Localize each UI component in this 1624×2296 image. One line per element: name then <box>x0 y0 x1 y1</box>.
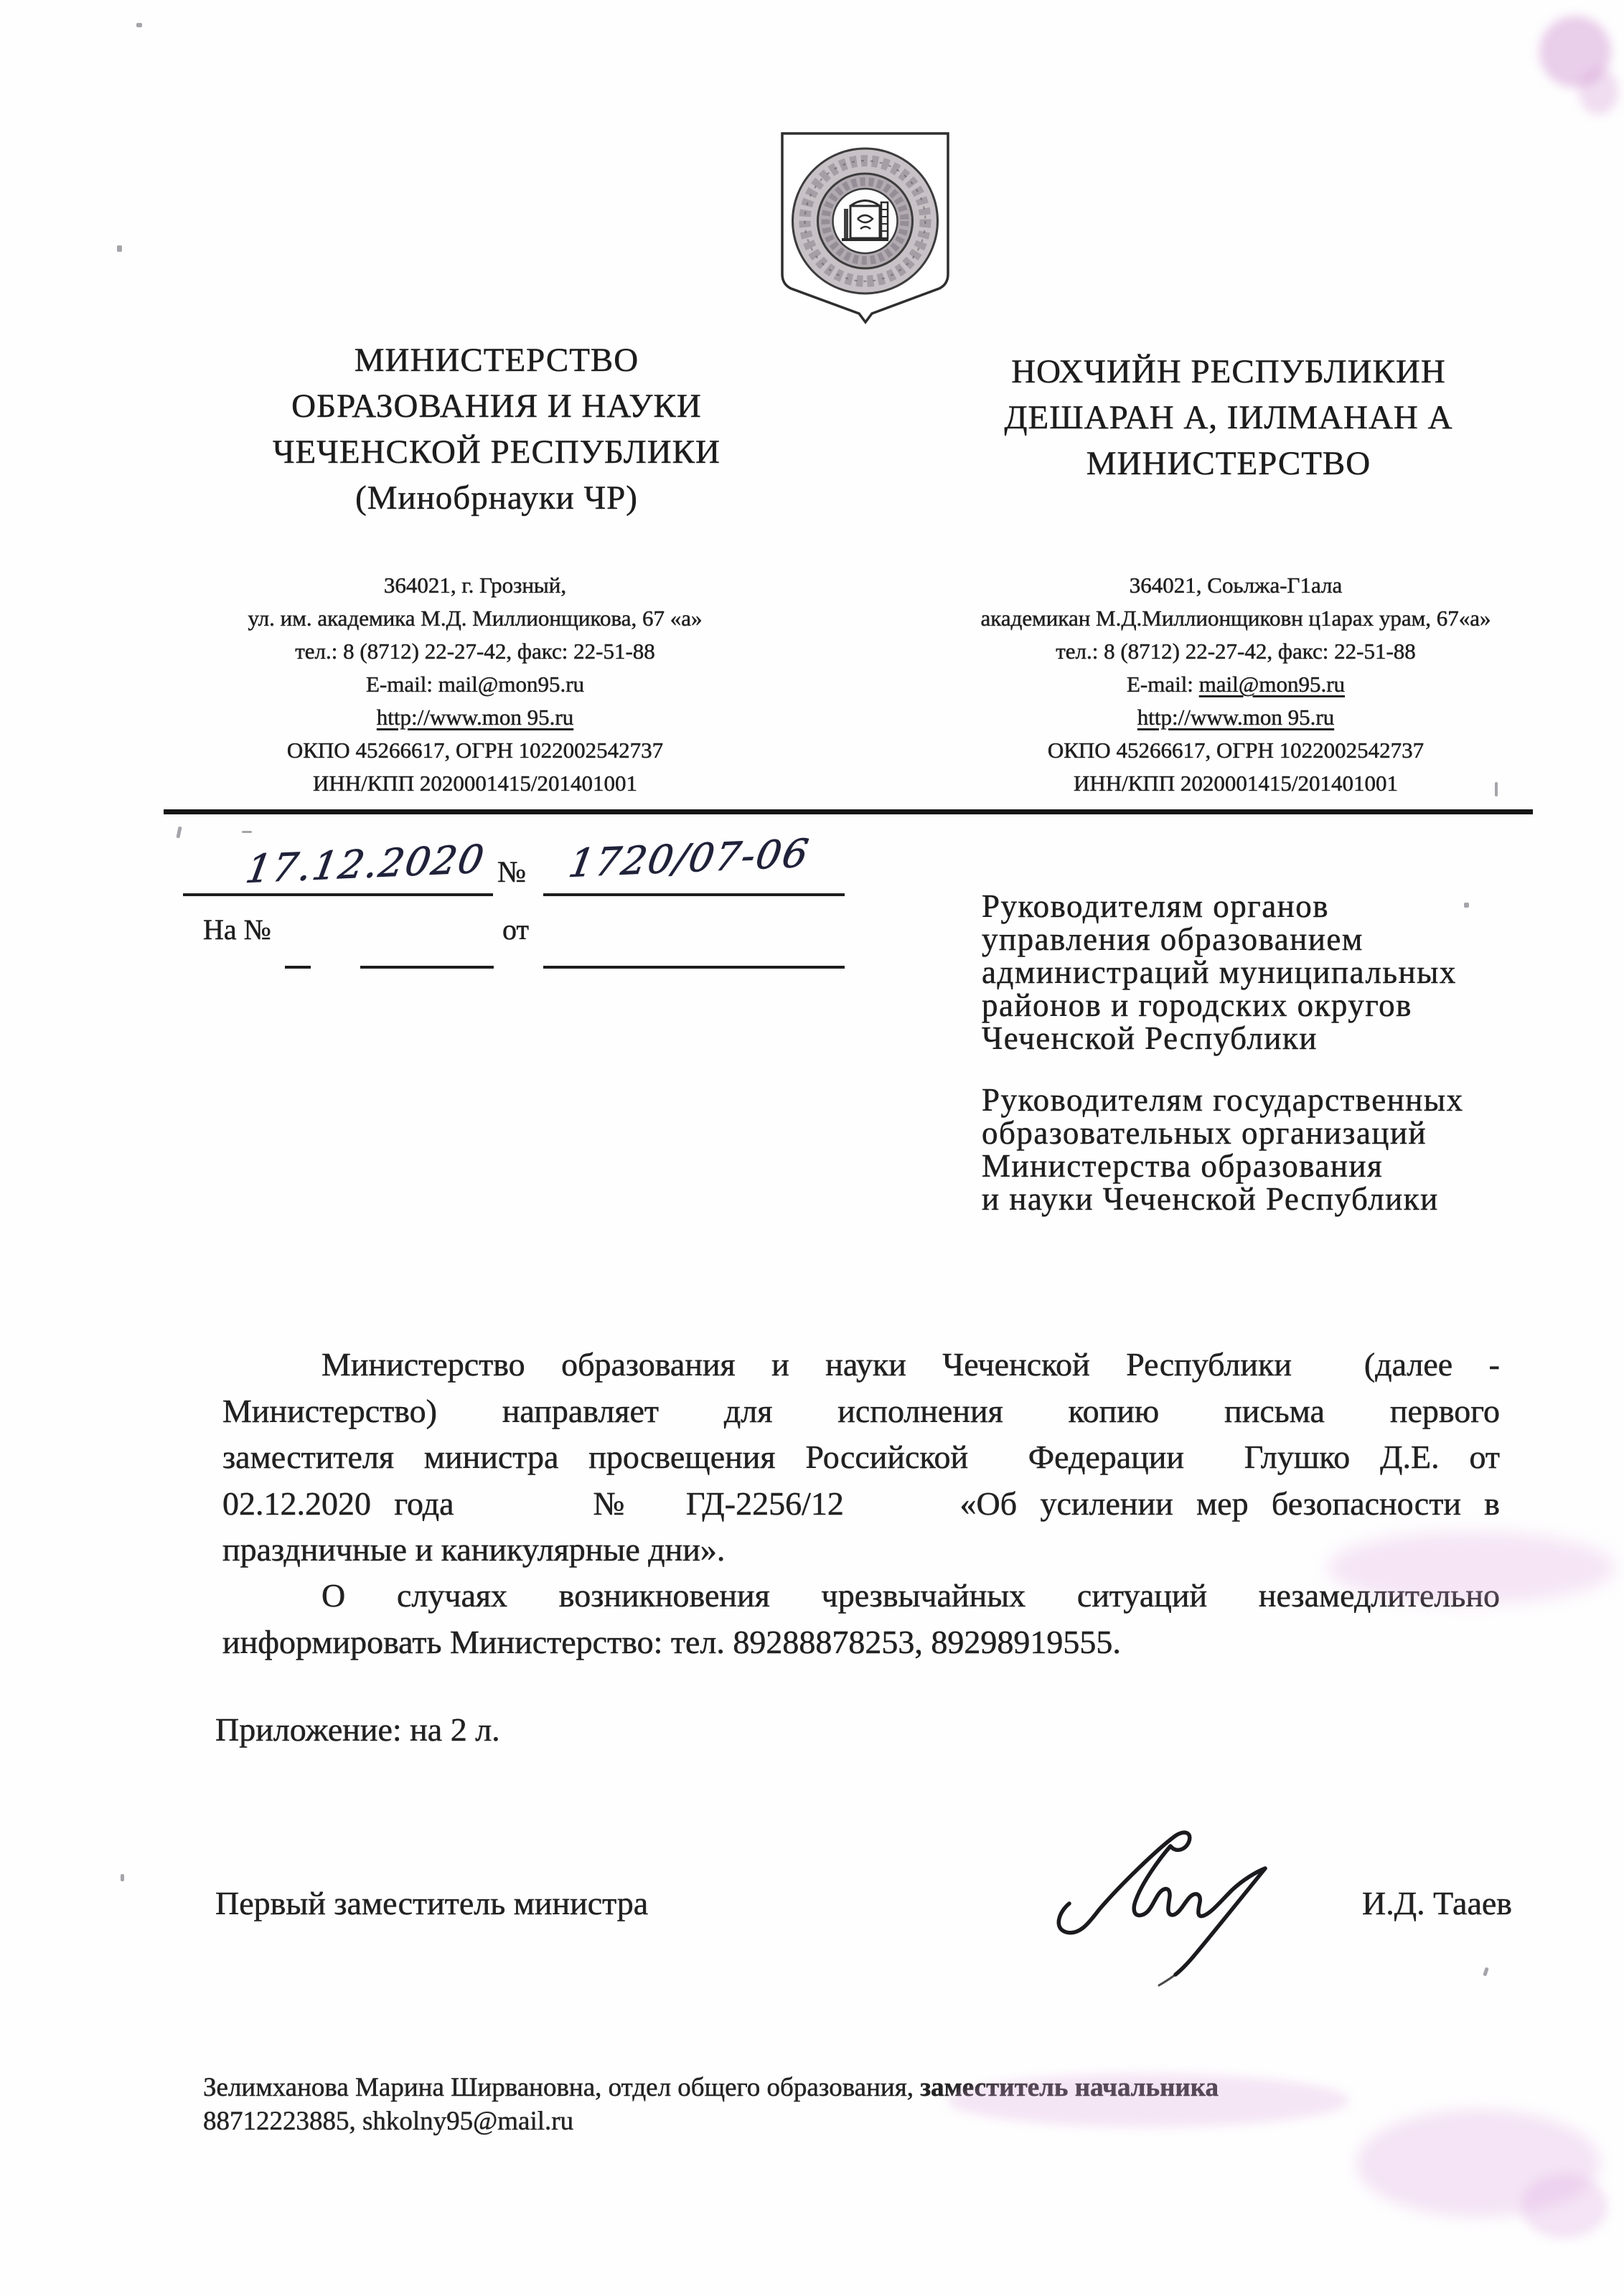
org-name-chechen <box>913 349 1544 486</box>
org-name-russian-line: ЧЕЧЕНСКОЙ РЕСПУБЛИКИ <box>273 433 721 471</box>
from-label: от <box>502 913 529 946</box>
address-line: академикан М.Д.Миллионщиковн ц1арах урам, 67«а» <box>980 606 1491 631</box>
date-underline <box>183 893 493 896</box>
scan-speck <box>242 831 252 833</box>
org-address-russian <box>159 569 791 800</box>
body-line: 02.12.2020 года № ГД-2256/12 «Об усилении мер безопасности в <box>222 1485 1500 1522</box>
addressee-line: Руководителям государственных <box>982 1082 1464 1118</box>
org-name-chechen-line: НОХЧИЙН РЕСПУБЛИКИН <box>1011 353 1446 390</box>
org-name-russian-line: ОБРАЗОВАНИЯ И НАУКИ <box>291 387 702 425</box>
address-line: 364021, г. Грозный, <box>383 573 567 598</box>
address-line: ОКПО 45266617, ОГРН 1022002542737 <box>286 738 664 763</box>
address-line: ИНН/КПП 2020001415/201401001 <box>312 771 638 796</box>
address-line: ул. им. академика М.Д. Миллионщикова, 67 «а» <box>248 606 703 631</box>
in-reply-to-label: На № <box>203 913 271 946</box>
address-line: ИНН/КПП 2020001415/201401001 <box>1073 771 1399 796</box>
number-sign-label: № <box>497 856 527 889</box>
scan-stain <box>1539 16 1611 88</box>
org-address-chechen <box>920 569 1552 800</box>
number-underline <box>543 893 845 896</box>
contact-footer <box>203 2071 1219 2138</box>
scan-stain <box>1579 68 1618 115</box>
handwritten-signature <box>1026 1801 1285 2031</box>
body-line: праздничные и каникулярные дни». <box>222 1531 726 1568</box>
coat-of-arms-chechen-republic-icon <box>775 128 956 329</box>
addressee-line: образовательных организаций <box>982 1115 1427 1151</box>
address-lines <box>159 569 791 701</box>
scan-speck <box>121 1874 124 1881</box>
org-name-chechen-line: ДЕШАРАН А, ІИЛМАНАН А <box>1004 399 1453 436</box>
signatory-name: И.Д. Тааев <box>1362 1885 1513 1921</box>
contact-role: заместитель начальника <box>920 2073 1219 2102</box>
addressee-line: районов и городских округов <box>982 987 1412 1023</box>
letterhead-divider <box>164 809 1533 814</box>
scan-stain <box>1356 2109 1600 2217</box>
body-line: О случаях возникновения чрезвычайных ситуаций незамедлительно <box>321 1577 1500 1614</box>
blank-underline <box>543 966 845 969</box>
contact-line-2: 88712223885, shkolny95@mail.ru <box>203 2107 574 2136</box>
outgoing-date-handwritten: 17.12.2020 <box>243 836 489 892</box>
website-url: http://www.mon 95.ru <box>1137 705 1335 730</box>
body-paragraph-2 <box>222 1573 1500 1665</box>
outgoing-number-handwritten: 1720/07-06 <box>565 830 813 886</box>
address-line: тел.: 8 (8712) 22-27-42, факс: 22-51-88 <box>295 639 655 664</box>
address-line: E-mail: mail@mon95.ru <box>365 672 585 697</box>
signatory-position-title: Первый заместитель министра <box>215 1885 649 1921</box>
org-name-russian-line: МИНИСТЕРСТВО <box>354 342 639 379</box>
website-link <box>920 701 1552 734</box>
address-line: 364021, Соьлжа-Г1ала <box>1129 573 1343 598</box>
contact-line-1 <box>203 2071 1219 2104</box>
address-lines <box>920 569 1552 668</box>
org-name-russian-line: (Минобрнауки ЧР) <box>355 479 638 517</box>
addressee-line: и науки Чеченской Республики <box>982 1181 1439 1217</box>
blank-underline <box>285 966 311 969</box>
scan-speck <box>1483 1967 1488 1977</box>
blank-underline <box>360 966 494 969</box>
website-link <box>159 701 791 734</box>
body-paragraph-1 <box>222 1342 1500 1573</box>
email-label: E-mail: <box>1126 672 1199 697</box>
scan-speck <box>176 827 182 839</box>
addressee-line: Чеченской Республики <box>982 1020 1318 1056</box>
org-name-russian <box>181 337 812 521</box>
addressee-line: администраций муниципальных <box>982 954 1457 990</box>
address-lines <box>920 734 1552 800</box>
body-line: Министерство) направляет для исполнения копию письма первого <box>222 1392 1500 1429</box>
address-line: тел.: 8 (8712) 22-27-42, факс: 22-51-88 <box>1056 639 1416 664</box>
addressee-block-municipal <box>982 890 1457 1055</box>
body-line: заместителя министра просвещения Российской Федерации Глушко Д.Е. от <box>222 1439 1500 1475</box>
scan-speck <box>117 245 122 252</box>
email-line <box>920 668 1552 701</box>
website-url: http://www.mon 95.ru <box>376 705 574 730</box>
contact-person: Зелимханова Марина Ширвановна, отдел общего образования, <box>203 2073 921 2102</box>
scan-speck <box>1464 903 1469 908</box>
addressee-block-state-orgs <box>982 1083 1464 1215</box>
addressee-line: управления образованием <box>982 921 1363 957</box>
addressee-line: Министерства образования <box>982 1148 1384 1184</box>
address-line: ОКПО 45266617, ОГРН 1022002542737 <box>1047 738 1424 763</box>
email-address: mail@mon95.ru <box>1198 672 1346 697</box>
addressee-line: Руководителям органов <box>982 888 1330 924</box>
scan-speck <box>136 23 142 27</box>
body-line: информировать Министерство: тел. 89288878253, 89298919555. <box>222 1623 1121 1660</box>
scan-stain <box>1521 2174 1607 2239</box>
org-name-chechen-line: МИНИСТЕРСТВО <box>1086 445 1371 482</box>
address-lines <box>159 734 791 800</box>
body-line: Министерство образования и науки Чеченской Республики (далее - <box>321 1346 1500 1383</box>
attachment-note: Приложение: на 2 л. <box>215 1711 500 1748</box>
